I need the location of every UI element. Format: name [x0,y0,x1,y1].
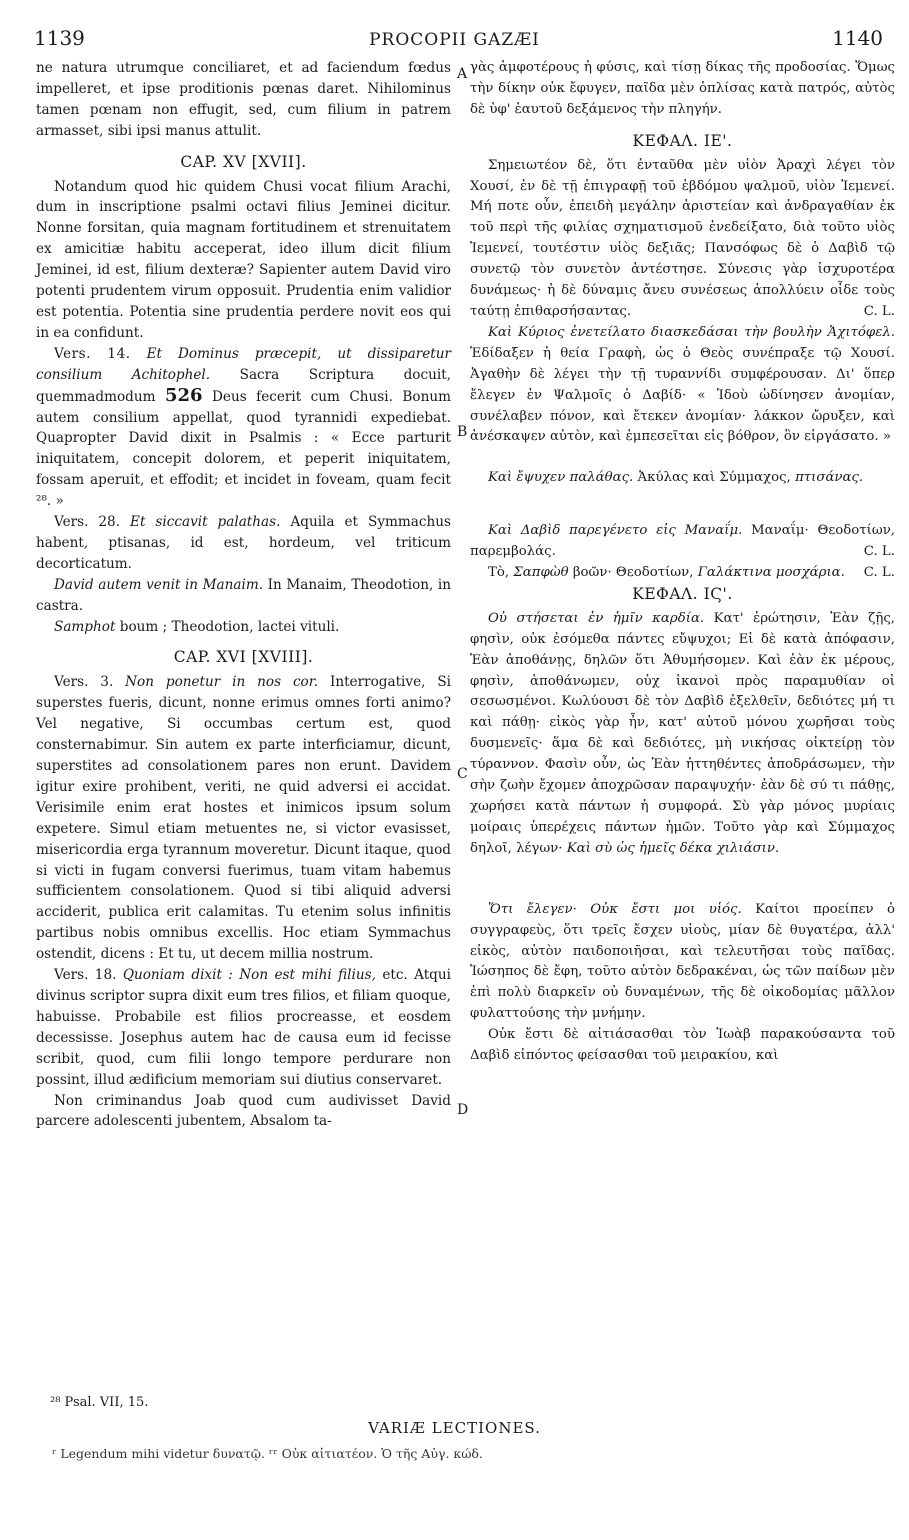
verse-ref: Vers. 18. [54,967,117,984]
verse-quote: Καὶ ἔψυχεν παλάθας. [488,470,634,486]
verse-ref: Vers. 14. [54,345,131,362]
page-header [0,26,909,60]
latin-text: Interrogative, Si superstes fueris, dicunt, nonne erimus omnes forti animo? Vel negative, Si occumbas certum est, quod consternabimur. Sin autem ex parte interficiamur, dicunt, superstites ad consolationem pares non erunt. Davidem igitur exire prohibent, veriti, ne quid adversi ei accidat. Verisimile enim erat hostes et inimicos ipsum solum expetere. Simul etiam metuentes ne, si victor evasisset, misericordia erga tyrannum moveretur. Dicunt itaque, quod si victi in fugam conversi fuerimus, tuam vitam habemus sufficientem consolationem. Quod si tibi aliquid adversi acciderit, publica erit calamitas. Tu etenim solus infinitis partibus nobis omnibus excellis. Hoc etiam Symmachus ostendit, dicens : Et tu, ut decem millia nostrum. [36,674,451,963]
verse-quote: Καὶ Δαβὶδ παρεγένετο εἰς Μαναΐμ. [488,523,743,539]
latin-text: etc. Atqui divinus scriptor supra dixit eum tres filios, et filiam quoque, habuisse. Probabile est filios procreasse, et eosdem decessisse. Josephus autem hac de causa eum id fecisse scribit, quod, cum filii longo tempore perdurare non possint, illud ædificium memoriam sui diutius conservaret. [36,967,451,1088]
latin-para-7 [36,672,451,965]
latin-para-6 [36,617,451,638]
latin-text: Aquila et Symmachus habent, ptisanas, id est, hordeum, vel triticum decorticatum. [36,514,451,572]
margin-letter-b: B [457,424,468,440]
greek-para-4 [470,468,895,489]
greek-chapter-15: ΚΕΦΑΛ. ΙΕ'. [632,131,733,150]
greek-text: Μαναΐμ· Θεοδοτίων, παρεμβολάς. [470,523,896,560]
greek-column [470,58,895,1067]
verse-quote: Καὶ Κύριος ἐνετείλατο διασκεδάσαι τὴν βουλὴν Ἀχιτόφελ. [488,324,895,340]
greek-para-2 [470,156,895,323]
latin-para-9: Non criminandus Joab quod cum audivisset David parcere adolescenti jubentem, Absalom ta- [36,1092,451,1130]
spacer [470,860,895,900]
greek-text: Σημειωτέον δὲ, ὅτι ἐνταῦθα μὲν υἱὸν Ἀραχὶ λέγει τὸν Χουσί, ἐν δὲ τῇ ἐπιγραφῇ τοῦ ἑβδόμου ψαλμοῦ, υἱὸν Ἰεμενεί. Μή ποτε οὖν, ἐπειδὴ μεγάλην ἀριστείαν καὶ ἀνδραγαθίαν ἐκ τοῦ περὶ τῆς φιλίας σχηματισμοῦ ἐνεδείξατο, διὰ τοῦτο υἱὸς Ἰεμενεί, τουτέστιν υἱὸς δεξιᾶς; Πανσόφως δὲ ὁ Δαβὶδ τῷ συνετῷ τὸν συνετὸν ἀντέστησε. Σύνεσις γὰρ ἰσχυροτέρα δυνάμεως· ἡ δὲ δύναμις ἄνευ συνέσεως ἀπολλύειν οἶδε τοὺς ταύτῃ ἐπιθαρσήσαντας. [470,157,895,319]
verse-quote: Οὐ στήσεται ἐν ἡμῖν καρδία. [488,610,705,626]
greek-text: Κατ' ἐρώτησιν, Ἐὰν ζῇς, φησὶν, οὐκ ἐσόμεθα πάντες εὔψυχοι; Εἰ δὲ κατὰ ἀπόφασιν, Ἐὰν ἀποθάνῃς, δηλῶν ὅτι Ἀθυμήσομεν. Καὶ ἐὰν ἐκ μέρους, φησὶν, ἀποθάνωμεν, οὐχ ἱκανοὶ πρὸς παραμυθίαν οἱ σεσωσμένοι. Κωλύουσι δὲ τὸν Δαβὶδ ἐξελθεῖν, δεδιότες μή τι καὶ πάθῃ· εἰκὸς γὰρ ἦν, κατ' αὐτοῦ μόνου χωρῆσαι τοὺς δυσμενεῖς· ἅμα δὲ καὶ δεδιότες, μὴ νικήσας οἰκτείρῃ τὸν τύραννον. Φασὶν οὖν, ὡς Ἐὰν ἡττηθέντες ἀποδράσωμεν, τὴν σὴν ζωὴν ἔχομεν ἀποχρῶσαν παραψυχήν· ἐὰν δὲ σύ τι πάθῃς, χωρήσει κατὰ πάντων ἡ συμφορά. Σὺ γὰρ μόνος μυρίαις μοίραις ὑπερέχεις πάντων ἡμῶν. Τοῦτο γὰρ καὶ Σύμμαχος δηλοῖ, λέγων· [470,610,896,856]
verse-quote: Γαλάκτινα μοσχάρια. [697,565,845,581]
spacer [470,448,895,468]
cl-siglum: C. L. [863,303,895,319]
verse-quote: Ὅτι ἔλεγεν· Οὐκ ἔστι μοι υἱός. [488,901,742,917]
verse-quote: Samphot [54,618,116,635]
column-number: 526 [164,384,203,406]
greek-text: Ἐδίδαξεν ἡ θεία Γραφὴ, ὡς ὁ Θεὸς συνέπραξε τῷ Χουσί. Ἀγαθὴν δὲ λέγει τὴν τῇ τυραννίδι συμφέρουσαν. Δι' ὅπερ ἔλεγεν ἐν Ψαλμοῖς ὁ Δαβίδ· « Ἰδοὺ ὠδίνησεν ἀνομίαν, συνέλαβεν πόνον, καὶ ἔτεκεν ἀνομίαν· λάκκον ὤρυξεν, καὶ ἀνέσκαψεν αὐτὸν, καὶ ἐμπεσεῖται εἰς βόθρον, ὃν εἰργάσατο. » [470,345,895,445]
greek-para-7 [470,609,895,860]
greek-text: βοῶν· Θεοδοτίων, [572,565,694,581]
variae-lectiones-title: VARIÆ LECTIONES. [368,1419,541,1437]
margin-letter-a: A [457,66,468,82]
greek-para-8 [470,900,895,1025]
latin-para-8 [36,965,451,1090]
margin-letter-d: D [457,1102,469,1118]
verse-quote: Σαπφὼθ [513,565,569,581]
spacer [470,489,895,521]
latin-text: In Manaim, Theodotion, in castra. [36,576,452,614]
latin-chapter-15: CAP. XV [XVII]. [180,152,307,171]
latin-text: boum ; Theodotion, lactei vituli. [119,618,340,635]
cl-siglum: C. L. [863,565,895,581]
greek-para-5 [470,521,895,563]
greek-para-3 [470,323,895,448]
verse-ref: Vers. 28. [54,514,121,531]
greek-text: Καίτοι προείπεν ὁ συγγραφεὺς, ὅτι τρεῖς ἔσχεν υἱοὺς, μίαν δὲ θυγατέρα, ἀλλ' εἰκὸς, αὐτὸν παιδοποιῆσαι, καὶ τελευτῆσαι τοὺς παῖδας. Ἰώσηπος δὲ ἔφη, τοῦτο αὐτὸν δεδρακέναι, ὡς τῶν παίδων μὲν ἐπὶ πολὺ διαρκεῖν οὐ δυναμένων, τῆς δὲ οἰκοδομίας μᾶλλον φυλαττούσης τὴν μνήμην. [470,901,895,1022]
verse-quote: Et Dominus præcepit, ut dissiparetur consilium Achitophel. [36,345,451,383]
verse-quote: Non ponetur in nos cor. [125,674,319,691]
page-number-right: 1140 [832,26,883,50]
greek-para-1: γὰς ἀμφοτέρους ἡ φύσις, καὶ τίσῃ δίκας τῆς προδοσίας. Ὅμως τὴν δίκην οὐκ ἔφυγεν, παῖδα μὲν ὁπλίσας κατὰ πατρός, αὐτὸς δὲ ὑφ' ἑαυτοῦ δεξάμενος τὴν πληγήν. [470,60,895,117]
latin-text: Sacra Scriptura docuit, quemmadmodum [36,366,451,405]
greek-text: Τὸ, [488,565,510,581]
verse-quote: Et siccavit palathas. [130,514,281,531]
greek-text-italic: πτισάνας. [795,470,864,486]
latin-para-3 [36,344,451,512]
latin-para-5 [36,575,451,617]
greek-para-9: Οὐκ ἔστι δὲ αἰτιάσασθαι τὸν Ἰωὰβ παρακούσαντα τοῦ Δαβὶδ εἰπόντος φείσασθαι τοῦ μειρακίου, καὶ [470,1027,895,1064]
page-number-left: 1139 [34,26,85,50]
verse-quote: David autem venit in Manaim. [54,576,264,593]
cl-siglum: C. L. [863,544,895,560]
running-title: PROCOPII GAZÆI [369,30,540,50]
verse-ref: Vers. 3. [54,674,114,691]
footnote: ²⁸ Psal. VII, 15. [50,1395,149,1410]
greek-para-6 [470,563,895,584]
latin-chapter-16: CAP. XVI [XVIII]. [173,648,314,667]
latin-para-4 [36,512,451,575]
greek-chapter-16: ΚΕΦΑΛ. ΙϚ'. [632,584,733,603]
greek-text: Ἀκύλας καὶ Σύμμαχος, [637,470,791,486]
margin-letter-c: C [457,766,468,782]
variae-lectiones-notes: ʳ Legendum mihi videtur δυνατῷ. ʳʳ Οὐκ αἰτιατέον. Ὁ τῆς Αὐγ. κώδ. [52,1446,483,1461]
latin-para-1: ne natura utrumque conciliaret, et ad faciendum fœdus impelleret, et ipse proditionis pœnas daret. Nihilominus tamen pœnam non effugit, sed, cum filium in patrem armasset, sibi ipsi manus attulit. [36,60,451,139]
latin-para-2: Notandum quod hic quidem Chusi vocat filium Arachi, dum in inscriptione psalmi octavi filius Jeminei dicitur. Nonne forsitan, quia magnam fortitudinem et strenuitatem ex amicitiæ habitu acceperat, ideo illum dicit filium Jeminei, id est, filium dexteræ? Sapienter autem David viro potenti prudentem virum opposuit. Prudentia enim validior est potentia. Potentia sine prudentia perdere novit eos qui in ea confidunt. [36,178,451,341]
latin-column [36,58,451,1132]
verse-quote: Quoniam dixit : Non est mihi filius, [122,967,376,984]
verse-quote: Καὶ σὺ ὡς ἡμεῖς δέκα χιλιάσιν. [566,840,780,856]
latin-text: Deus fecerit cum Chusi. Bonum autem consilium appellat, quod tyrannidi expediebat. Quapropter David dixit in Psalmis : « Ecce parturit iniquitatem, concepit dolorem, et peperit iniquitatem, fossam aperuit, et effodit; et incidet in foveam, quam fecit ²⁸. » [36,388,451,510]
